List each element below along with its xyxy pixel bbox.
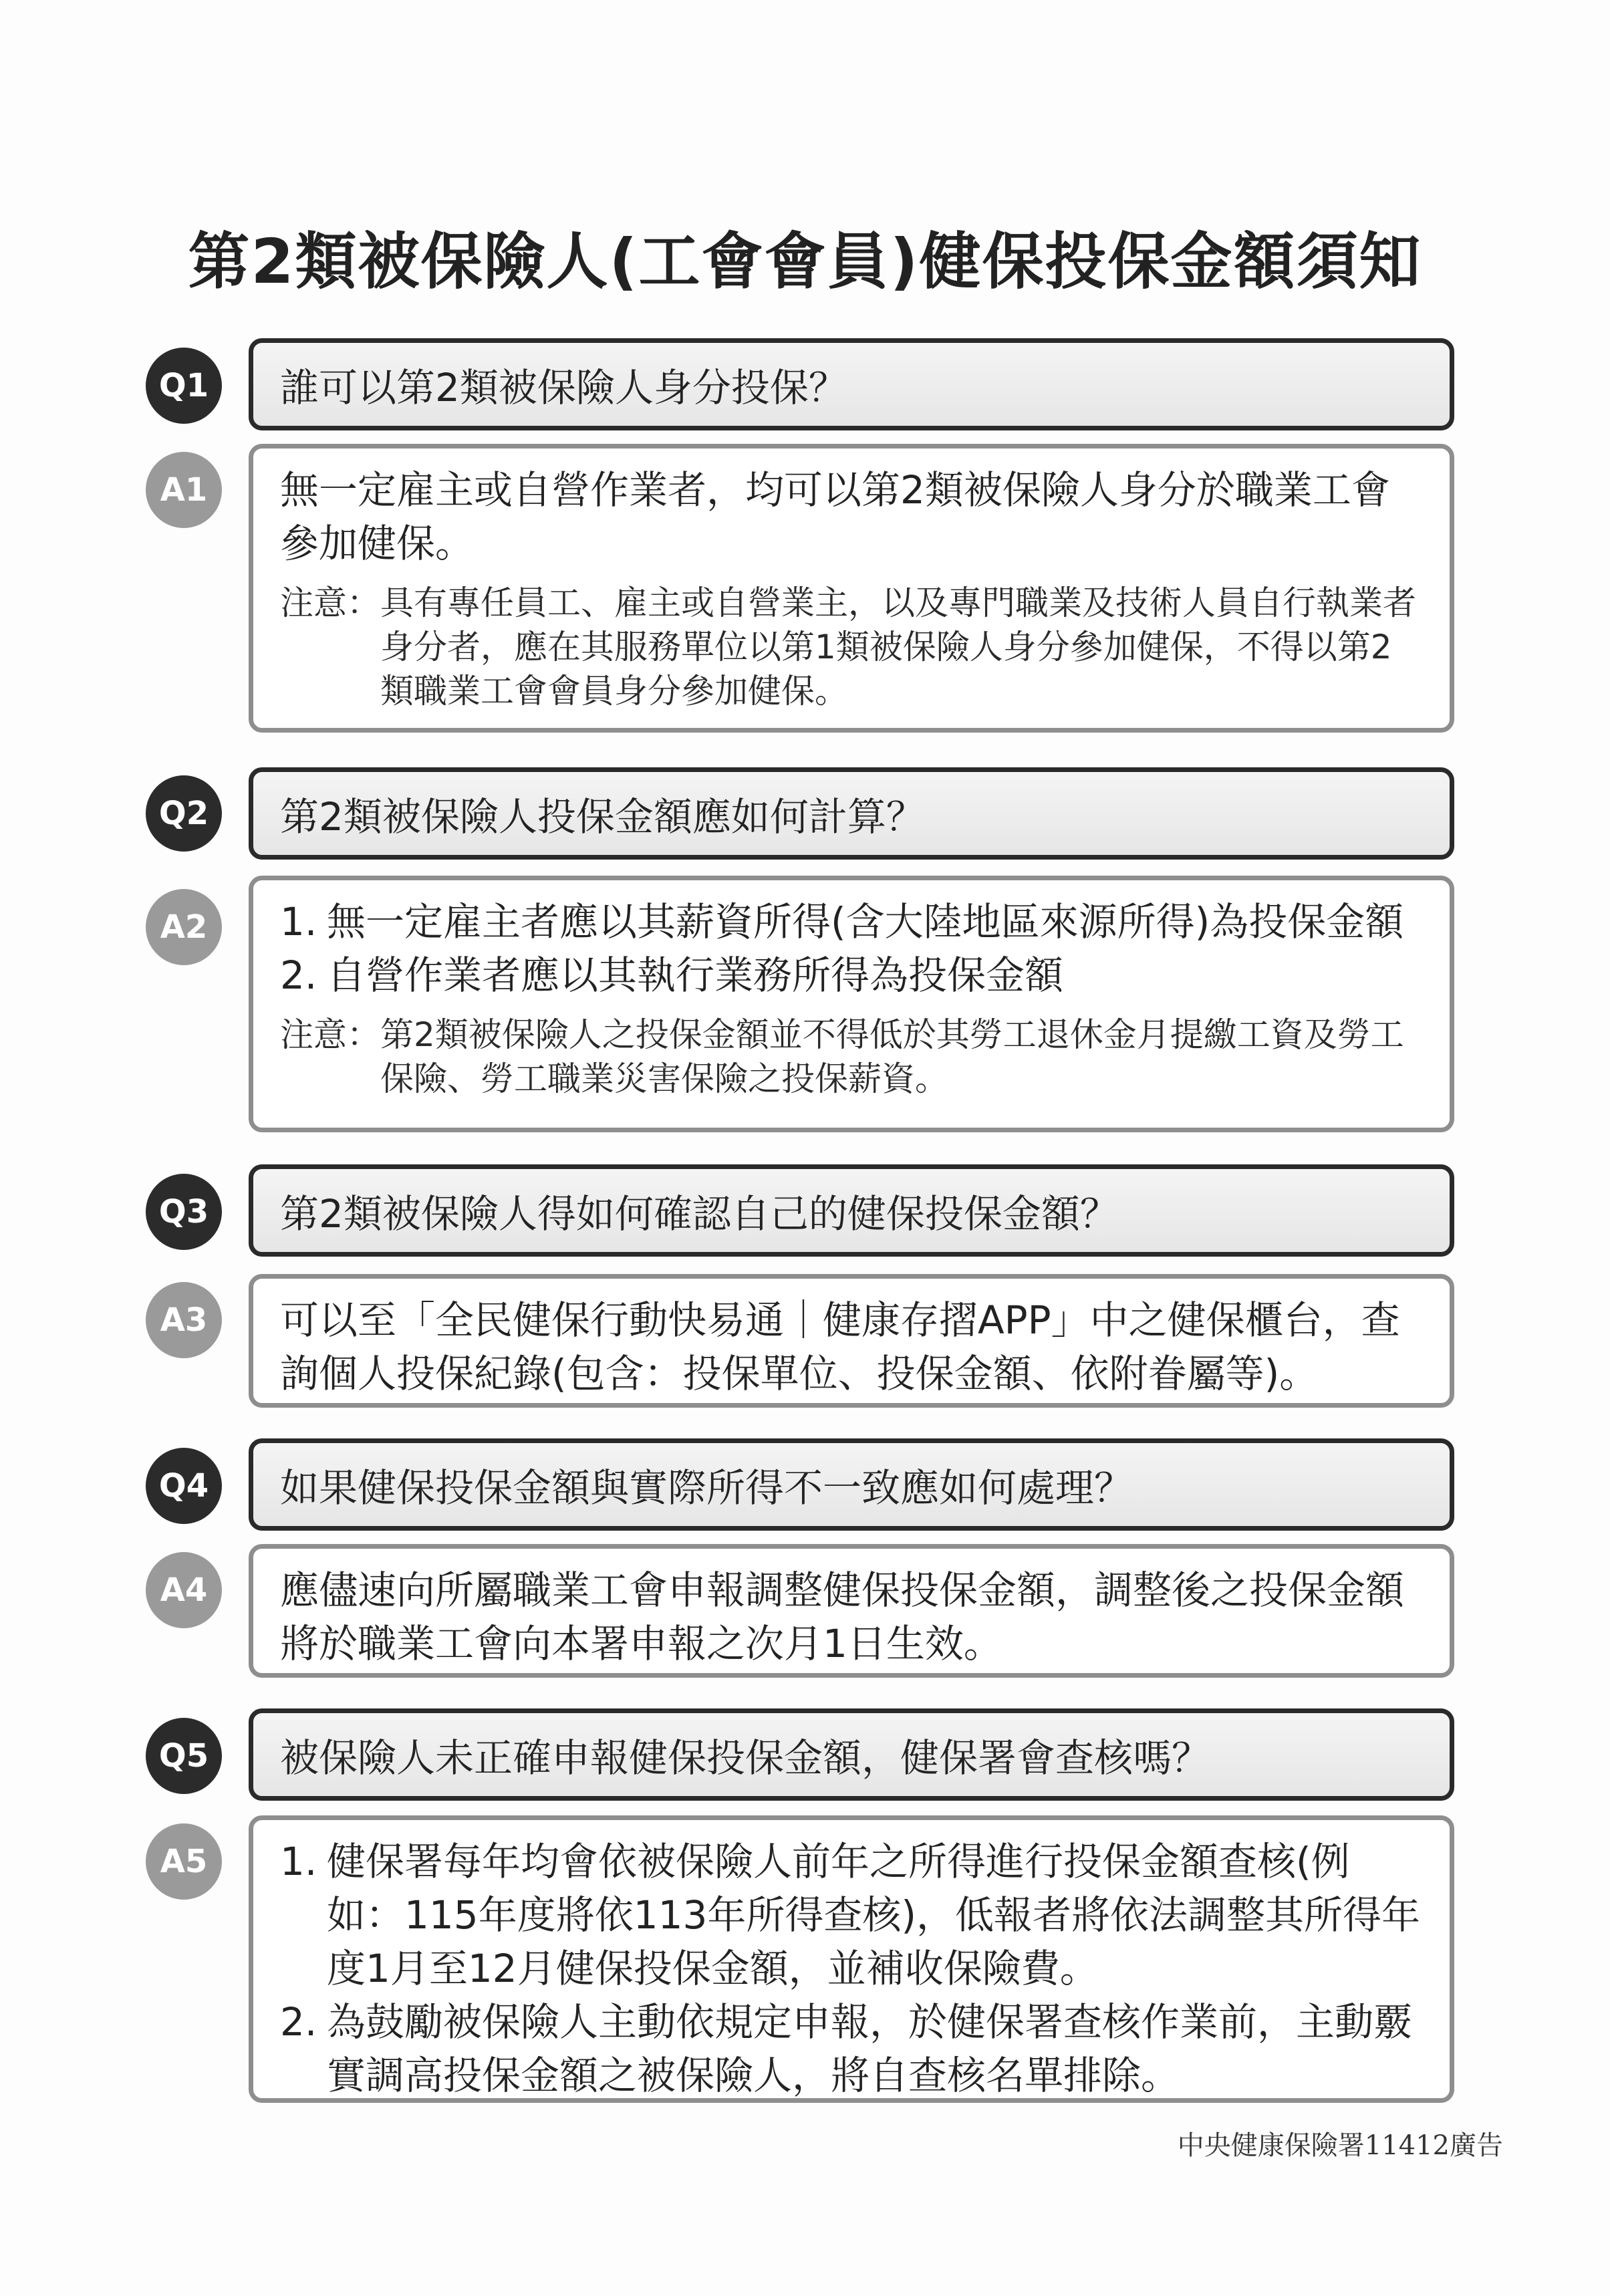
question-4: 如果健保投保金額與實際所得不一致應如何處理？ <box>249 1438 1454 1531</box>
list-item-text: 自營作業者應以其執行業務所得為投保金額 <box>327 952 1064 998</box>
note-text: 具有專任員工、雇主或自營業主，以及專門職業及技術人員自行執業者身分者，應在其服務單位以第1類被保險人身分參加健保，不得以第2類職業工會會員身分參加健保。 <box>380 584 1416 711</box>
q5-badge: Q5 <box>146 1718 222 1794</box>
answer-3 <box>249 1274 1454 1408</box>
a2-badge: A2 <box>146 889 222 965</box>
answer-2-list <box>280 895 1423 1002</box>
answer-4 <box>249 1544 1454 1678</box>
answer-1-note <box>280 581 1423 713</box>
answer-5 <box>249 1815 1454 2103</box>
answer-5-list <box>280 1835 1423 2102</box>
q1-badge: Q1 <box>146 348 222 424</box>
question-3: 第2類被保險人得如何確認自己的健保投保金額？ <box>249 1164 1454 1257</box>
note-label: 注意： <box>280 1015 380 1054</box>
answer-2 <box>249 876 1454 1132</box>
list-item-text: 為鼓勵被保險人主動依規定申報，於健保署查核作業前，主動覈實調高投保金額之被保險人，將自查核名單排除。 <box>327 1999 1413 2098</box>
answer-3-text: 可以至「全民健保行動快易通｜健康存摺APP」中之健保櫃台，查詢個人投保紀錄(包含：投保單位、投保金額、依附眷屬等)。 <box>280 1297 1400 1396</box>
list-item <box>280 895 1423 948</box>
list-item <box>280 948 1423 1002</box>
list-item-number: 2. <box>280 1999 317 2045</box>
footer-credit: 中央健康保險署11412廣告 <box>1177 2130 1503 2161</box>
note-text: 第2類被保險人之投保金額並不得低於其勞工退休金月提繳工資及勞工保險、勞工職業災害保險之投保薪資。 <box>380 1015 1404 1098</box>
list-item-number: 1. <box>280 1839 317 1884</box>
question-5: 被保險人未正確申報健保投保金額，健保署會查核嗎？ <box>249 1708 1454 1801</box>
answer-4-text: 應儘速向所屬職業工會申報調整健保投保金額，調整後之投保金額將於職業工會向本署申報之次月1日生效。 <box>280 1567 1405 1666</box>
a5-badge: A5 <box>146 1823 222 1900</box>
a4-badge: A4 <box>146 1552 222 1628</box>
answer-2-note <box>280 1013 1423 1101</box>
question-1: 誰可以第2類被保險人身分投保？ <box>249 338 1454 430</box>
a1-badge: A1 <box>146 452 222 528</box>
note-label: 注意： <box>280 584 380 622</box>
q4-badge: Q4 <box>146 1448 222 1524</box>
answer-1-text: 無一定雇主或自營作業者，均可以第2類被保險人身分於職業工會參加健保。 <box>280 467 1390 566</box>
list-item-text: 健保署每年均會依被保險人前年之所得進行投保金額查核(例如：115年度將依113年所得查核)，低報者將依法調整其所得年度1月至12月健保投保金額，並補收保險費。 <box>327 1839 1421 1991</box>
list-item-number: 1. <box>280 899 317 944</box>
q2-badge: Q2 <box>146 775 222 852</box>
page-title: 第2類被保險人(工會會員)健保投保金額須知 <box>188 226 1422 297</box>
list-item <box>280 1995 1423 2102</box>
list-item <box>280 1835 1423 1995</box>
q3-badge: Q3 <box>146 1174 222 1250</box>
question-2: 第2類被保險人投保金額應如何計算？ <box>249 767 1454 860</box>
answer-1 <box>249 444 1454 733</box>
list-item-text: 無一定雇主者應以其薪資所得(含大陸地區來源所得)為投保金額 <box>327 899 1404 944</box>
a3-badge: A3 <box>146 1282 222 1358</box>
list-item-number: 2. <box>280 952 317 998</box>
